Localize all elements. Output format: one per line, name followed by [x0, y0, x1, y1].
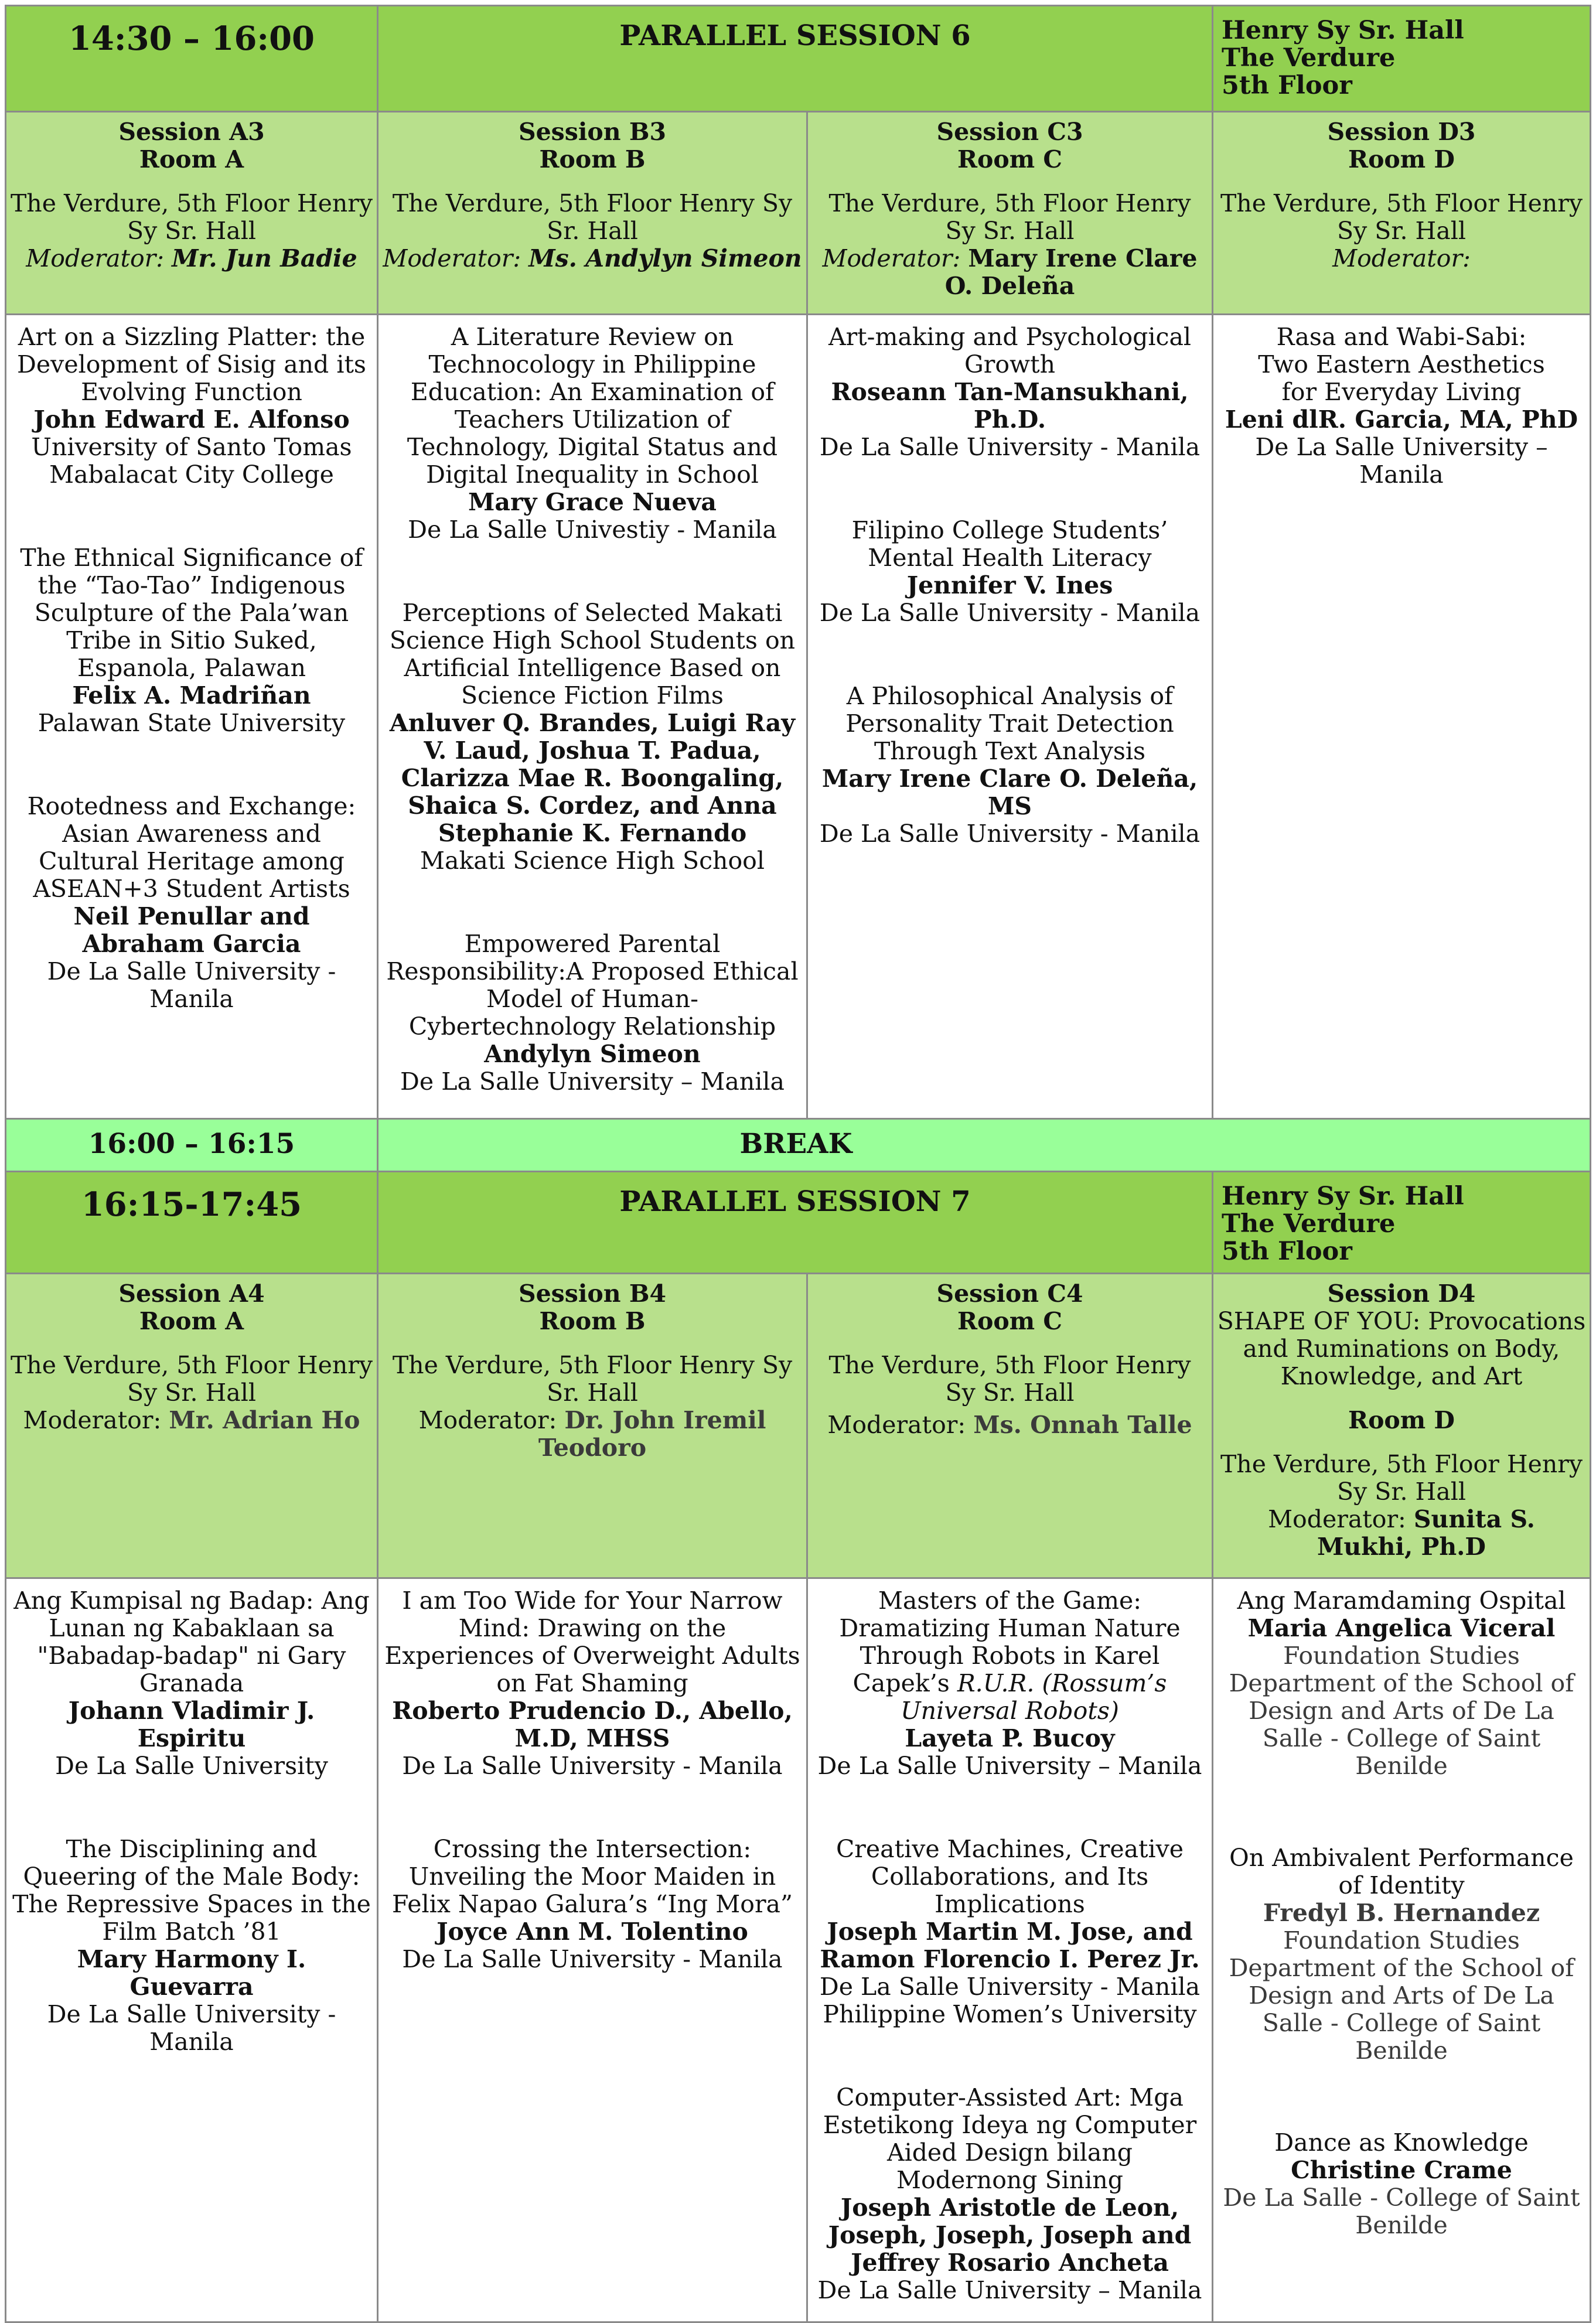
paper-title: The Ethnical Significance of the “Tao-Tao” Indigenous Sculpture of the Pala’wan Tribe in Sitio Suked, Espanola, Palawan: [20, 544, 363, 682]
paper-authors: Maria Angelica Viceral: [1247, 1614, 1556, 1642]
paper-affiliation: De La Salle University – Manila: [400, 1067, 785, 1096]
paper-authors: John Edward E. Alfonso: [33, 405, 350, 434]
session-name: Session B4: [518, 1280, 667, 1308]
paper-authors: Joseph Aristotle de Leon, Joseph, Joseph, Joseph and Jeffrey Rosario Ancheta: [828, 2194, 1192, 2277]
break-label-text: BREAK: [739, 1128, 852, 1160]
paper-authors: Jennifer V. Ines: [906, 571, 1113, 599]
ps6-talks-a3: [5, 315, 378, 1120]
paper-title: Ang Kumpisal ng Badap: Ang Lunan ng Kabaklaan sa "Babadap-badap" ni Gary Granada: [13, 1587, 370, 1697]
session-moderator: [1217, 245, 1586, 272]
break-row: [5, 1120, 1591, 1172]
paper-authors: Mary Grace Nueva: [468, 488, 717, 516]
moderator-name: Mr. Jun Badie: [172, 244, 357, 272]
session-name: Session A3: [118, 118, 265, 146]
session-location: The Verdure, 5th Floor Henry Sy Sr. Hall: [392, 189, 793, 245]
ps6-talks-d3: [1213, 315, 1591, 1120]
ps6-session-a3: [5, 112, 378, 315]
paper-title: A Literature Review on Technocology in Philippine Education: An Examination of Teachers Utilization of Technology, Digital Status and Digital Inequality in School: [407, 323, 778, 489]
session-name: Session B3: [518, 118, 667, 146]
paper-title: Dance as Knowledge: [1274, 2128, 1529, 2157]
ps6-venue-hall: Henry Sy Sr. Hall: [1222, 16, 1464, 45]
session-location: The Verdure, 5th Floor Henry Sy Sr. Hall: [392, 1351, 793, 1407]
ps7-session-b4: [378, 1274, 808, 1579]
paper-affiliation: Palawan State University: [37, 709, 346, 737]
session-theme: SHAPE OF YOU: Provocations and Ruminations on Body, Knowledge, and Art: [1217, 1307, 1586, 1390]
ps6-session-row: [5, 112, 1591, 315]
paper-title: Crossing the Intersection: Unveiling the Moor Maiden in Felix Napao Galura’s “Ing Mora”: [392, 1835, 793, 1918]
ps6-session-d3: [1213, 112, 1591, 315]
ps6-venue-floor: 5th Floor: [1222, 71, 1352, 100]
ps7-time-text: 16:15-17:45: [81, 1185, 302, 1224]
session-room: Room C: [957, 1307, 1063, 1335]
ps6-time: [5, 5, 378, 112]
paper-affiliation: De La Salle University – Manila: [817, 1752, 1202, 1780]
moderator-label: Moderator:: [23, 1406, 162, 1434]
paper-title: The Disciplining and Queering of the Male Body: The Repressive Spaces in the Film Batch ’81: [12, 1835, 371, 1946]
paper-authors: Johann Vladimir J. Espiritu: [68, 1697, 315, 1752]
session-name: Session D3: [1327, 118, 1476, 146]
paper-affiliation: De La Salle University - Manila: [819, 599, 1201, 627]
moderator-name: Ms. Onnah Talle: [973, 1411, 1192, 1439]
ps7-session-row: [5, 1274, 1591, 1579]
paper-entry: [12, 323, 371, 489]
paper-affiliation: De La Salle University - Manila Philippine Women’s University: [819, 1973, 1201, 2028]
paper-title: [814, 1587, 1206, 1725]
moderator-label: Moderator:: [822, 244, 961, 272]
moderator-label: Moderator:: [383, 244, 521, 272]
ps7-time: [5, 1172, 378, 1274]
paper-title: Rasa and Wabi-Sabi: Two Eastern Aesthetics for Everyday Living: [1258, 323, 1545, 406]
paper-entry: [384, 1587, 800, 1780]
break-time: [5, 1120, 378, 1172]
paper-entry: [384, 323, 800, 544]
paper-affiliation: De La Salle - College of Saint Benilde: [1223, 2184, 1580, 2239]
session-moderator: [382, 1407, 803, 1462]
paper-authors: Felix A. Madriñan: [72, 681, 311, 709]
paper-authors: Layeta P. Bucoy: [905, 1724, 1115, 1752]
ps7-venue-verdure: The Verdure: [1222, 1209, 1396, 1239]
session-location: The Verdure, 5th Floor Henry Sy Sr. Hall: [828, 1351, 1191, 1407]
paper-title: A Philosophical Analysis of Personality Trait Detection Through Text Analysis: [845, 682, 1174, 765]
paper-title: On Ambivalent Performance of Identity: [1229, 1844, 1574, 1899]
moderator-label: Moderator:: [1332, 244, 1471, 272]
ps6-session-b3: [378, 112, 808, 315]
ps6-talks-b3: [378, 315, 808, 1120]
paper-title: Ang Maramdaming Ospital: [1237, 1587, 1566, 1615]
paper-entry: [1219, 1587, 1584, 1780]
moderator-name: Ms. Andylyn Simeon: [528, 244, 802, 272]
break-time-text: 16:00 – 16:15: [88, 1128, 295, 1160]
paper-authors: Christine Crame: [1291, 2156, 1512, 2184]
ps6-header-row: [5, 5, 1591, 112]
ps6-talks-c3: [808, 315, 1213, 1120]
paper-entry: [1219, 2129, 1584, 2239]
paper-title: Perceptions of Selected Makati Science High School Students on Artificial Intelligence Based on Science Fiction Films: [389, 599, 796, 709]
paper-affiliation: De La Salle University: [55, 1752, 328, 1780]
paper-title-italic: R.U.R. (Rossum’s Universal Robots): [901, 1669, 1167, 1725]
paper-entry: [384, 599, 800, 875]
session-room: Room A: [139, 145, 244, 173]
session-room: Room B: [539, 145, 646, 173]
paper-entry: [814, 683, 1206, 848]
paper-authors: Fredyl B. Hernandez: [1263, 1899, 1540, 1927]
paper-authors: Roberto Prudencio D., Abello, M.D, MHSS: [392, 1697, 793, 1752]
session-name: Session C4: [936, 1280, 1083, 1308]
session-room: Room B: [539, 1307, 646, 1335]
ps7-talks-row: [5, 1579, 1591, 2323]
paper-title: I am Too Wide for Your Narrow Mind: Drawing on the Experiences of Overweight Adults on Fat Shaming: [384, 1587, 800, 1697]
paper-title-main: Masters of the Game: Dramatizing Human Nature Through Robots in Karel Capek’s: [839, 1587, 1181, 1697]
ps7-venue-floor: 5th Floor: [1222, 1237, 1352, 1266]
paper-title: Art on a Sizzling Platter: the Development of Sisig and its Evolving Function: [17, 323, 366, 406]
ps7-talks-d4: [1213, 1579, 1591, 2323]
ps7-talks-b4: [378, 1579, 808, 2323]
session-room: Room C: [957, 145, 1063, 173]
ps7-session-a4: [5, 1274, 378, 1579]
ps7-talks-a4: [5, 1579, 378, 2323]
ps7-session-d4: [1213, 1274, 1591, 1579]
paper-entry: [1219, 1844, 1584, 2065]
session-room: Room D: [1348, 145, 1455, 173]
paper-entry: [384, 1836, 800, 1973]
paper-entry: [814, 1836, 1206, 2028]
session-moderator: [10, 245, 373, 272]
paper-affiliation: De La Salle University - Manila: [47, 957, 336, 1013]
paper-affiliation: De La Salle University - Manila: [402, 1752, 783, 1780]
paper-title: Art-making and Psychological Growth: [828, 323, 1192, 378]
paper-authors: Joyce Ann M. Tolentino: [436, 1918, 748, 1946]
break-empty: [1213, 1120, 1591, 1172]
ps6-session-c3: [808, 112, 1213, 315]
break-label: [378, 1120, 1213, 1172]
moderator-name: Mary Irene Clare O. Deleña: [944, 244, 1198, 300]
paper-affiliation: De La Salle University – Manila: [1255, 433, 1548, 489]
paper-affiliation: University of Santo Tomas Mabalacat City College: [31, 433, 352, 489]
ps6-venue-verdure: The Verdure: [1222, 43, 1396, 73]
ps7-session-c4: [808, 1274, 1213, 1579]
paper-title: Creative Machines, Creative Collaborations, and Its Implications: [835, 1835, 1184, 1918]
ps7-venue-hall: Henry Sy Sr. Hall: [1222, 1182, 1464, 1211]
moderator-label: Moderator:: [418, 1406, 557, 1434]
paper-entry: [814, 1587, 1206, 1780]
session-moderator: [1217, 1506, 1586, 1561]
session-room: Room D: [1348, 1406, 1455, 1434]
paper-authors: Joseph Martin M. Jose, and Ramon Florencio I. Perez Jr.: [820, 1918, 1200, 1973]
moderator-name: Mr. Adrian Ho: [169, 1406, 360, 1434]
paper-entry: [1219, 323, 1584, 489]
session-moderator: [811, 1411, 1208, 1439]
session-location: The Verdure, 5th Floor Henry Sy Sr. Hall: [10, 1351, 373, 1407]
paper-authors: Anluver Q. Brandes, Luigi Ray V. Laud, Joshua T. Padua, Clarizza Mae R. Boongaling, Shaica S. Cordez, and Anna Stephanie K. Fernando: [389, 709, 796, 847]
ps7-talks-c4: [808, 1579, 1213, 2323]
session-moderator: [382, 245, 803, 272]
paper-authors: Mary Harmony I. Guevarra: [77, 1945, 306, 2001]
paper-affiliation: Foundation Studies Department of the School of Design and Arts of De La Salle - College of Saint Benilde: [1229, 1642, 1574, 1780]
paper-title: Empowered Parental Responsibility:A Proposed Ethical Model of Human-Cybertechnology Relationship: [386, 930, 799, 1041]
session-name: Session A4: [118, 1280, 265, 1308]
session-location: The Verdure, 5th Floor Henry Sy Sr. Hall: [1220, 1450, 1583, 1506]
paper-entry: [814, 517, 1206, 627]
paper-affiliation: De La Salle University - Manila: [819, 820, 1201, 848]
paper-affiliation: De La Salle University – Manila: [817, 2276, 1202, 2304]
paper-entry: [384, 930, 800, 1096]
session-moderator: [811, 245, 1208, 300]
paper-affiliation: De La Salle University - Manila: [402, 1945, 783, 1973]
session-location: The Verdure, 5th Floor Henry Sy Sr. Hall: [828, 189, 1191, 245]
paper-entry: [12, 793, 371, 1013]
session-name: Session D4: [1327, 1280, 1476, 1308]
paper-affiliation: Foundation Studies Department of the School of Design and Arts of De La Salle - College of Saint Benilde: [1229, 1926, 1574, 2065]
paper-authors: Leni dlR. Garcia, MA, PhD: [1225, 405, 1578, 434]
ps6-venue: [1213, 5, 1591, 112]
paper-entry: [12, 1836, 371, 2056]
paper-entry: [814, 323, 1206, 461]
moderator-label: Moderator:: [827, 1411, 966, 1439]
paper-entry: [12, 1587, 371, 1780]
session-location: The Verdure, 5th Floor Henry Sy Sr. Hall: [10, 189, 373, 245]
moderator-name: Sunita S. Mukhi, Ph.D: [1317, 1505, 1535, 1561]
session-name: Session C3: [936, 118, 1083, 146]
ps6-title: [378, 5, 1213, 112]
session-room: Room A: [139, 1307, 244, 1335]
ps7-title-text: PARALLEL SESSION 7: [619, 1185, 971, 1218]
ps7-venue: [1213, 1172, 1591, 1274]
moderator-label: Moderator:: [26, 244, 165, 272]
paper-authors: Andylyn Simeon: [484, 1040, 701, 1068]
moderator-label: Moderator:: [1268, 1505, 1406, 1533]
session-moderator: [10, 1407, 373, 1434]
paper-title: Filipino College Students’ Mental Health Literacy: [851, 516, 1168, 572]
ps7-title: [378, 1172, 1213, 1274]
ps6-title-text: PARALLEL SESSION 6: [619, 19, 971, 52]
paper-title: Computer-Assisted Art: Mga Estetikong Ideya ng Computer Aided Design bilang Modernong Sining: [823, 2083, 1197, 2194]
paper-affiliation: De La Salle Univestiy - Manila: [408, 516, 777, 544]
ps6-time-text: 14:30 – 16:00: [68, 19, 315, 58]
ps7-header-row: [5, 1172, 1591, 1274]
paper-entry: [814, 2084, 1206, 2304]
paper-entry: [12, 544, 371, 737]
paper-affiliation: De La Salle University - Manila: [819, 433, 1201, 461]
paper-authors: Mary Irene Clare O. Deleña, MS: [821, 765, 1198, 820]
paper-title: Rootedness and Exchange: Asian Awareness and Cultural Heritage among ASEAN+3 Student Artists: [27, 792, 356, 903]
paper-affiliation: De La Salle University -Manila: [47, 2000, 336, 2056]
paper-authors: Roseann Tan-Mansukhani, Ph.D.: [831, 378, 1189, 434]
ps6-talks-row: [5, 315, 1591, 1120]
moderator-name: Dr. John Iremil Teodoro: [538, 1406, 766, 1462]
paper-authors: Neil Penullar and Abraham Garcia: [73, 902, 310, 958]
paper-affiliation: Makati Science High School: [420, 847, 765, 875]
session-location: The Verdure, 5th Floor Henry Sy Sr. Hall: [1220, 189, 1583, 245]
